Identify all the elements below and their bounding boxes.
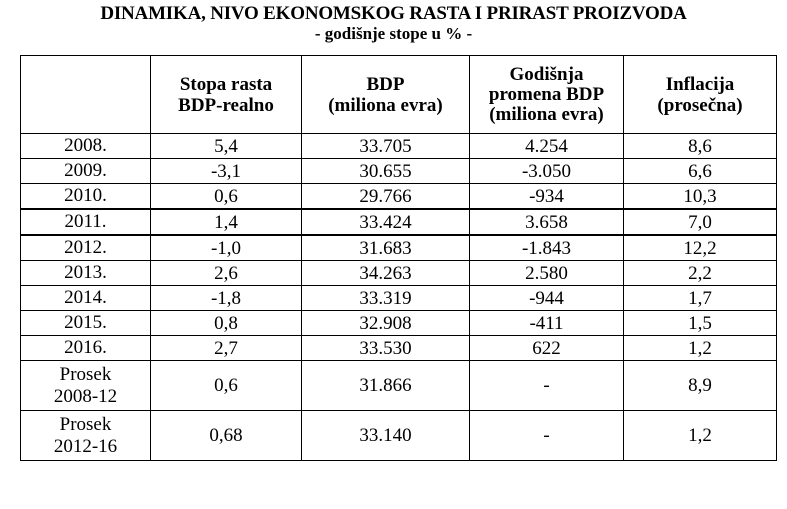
table-row — [21, 336, 777, 361]
cell-inflacija: 7,0 — [624, 209, 777, 235]
cell-promena: 3.658 — [470, 209, 624, 235]
cell-promena: 2.580 — [470, 261, 624, 286]
cell-stopa: 0,6 — [151, 184, 302, 210]
cell-bdp: 33.140 — [302, 411, 470, 461]
cell-promena: - — [470, 411, 624, 461]
cell-stopa: 0,68 — [151, 411, 302, 461]
row-label: 2015. — [21, 311, 151, 336]
cell-promena: 622 — [470, 336, 624, 361]
cell-stopa: -1,8 — [151, 286, 302, 311]
cell-bdp: 31.683 — [302, 235, 470, 261]
cell-stopa: 1,4 — [151, 209, 302, 235]
cell-promena: 4.254 — [470, 134, 624, 159]
cell-promena: -411 — [470, 311, 624, 336]
cell-inflacija: 8,9 — [624, 361, 777, 411]
cell-stopa: 2,6 — [151, 261, 302, 286]
cell-stopa: -3,1 — [151, 159, 302, 184]
table-header-row — [21, 56, 777, 134]
row-label: 2014. — [21, 286, 151, 311]
cell-inflacija: 8,6 — [624, 134, 777, 159]
report-title: DINAMIKA, NIVO EKONOMSKOG RASTA I PRIRAST PROIZVODA — [100, 3, 687, 24]
gdp-table — [20, 55, 777, 461]
table-row — [21, 184, 777, 210]
table-row — [21, 159, 777, 184]
cell-inflacija: 10,3 — [624, 184, 777, 210]
cell-promena: -934 — [470, 184, 624, 210]
table-row-average — [21, 361, 777, 411]
cell-stopa: -1,0 — [151, 235, 302, 261]
cell-bdp: 31.866 — [302, 361, 470, 411]
row-label: Prosek 2012-16 — [21, 411, 151, 461]
header-stopa-rasta: Stopa rasta BDP-realno — [151, 56, 302, 134]
cell-inflacija: 1,2 — [624, 336, 777, 361]
cell-promena: -1.843 — [470, 235, 624, 261]
cell-bdp: 29.766 — [302, 184, 470, 210]
cell-promena: -944 — [470, 286, 624, 311]
header-inflacija: Inflacija (prosečna) — [624, 56, 777, 134]
row-label: 2012. — [21, 235, 151, 261]
cell-stopa: 2,7 — [151, 336, 302, 361]
cell-bdp: 33.424 — [302, 209, 470, 235]
cell-stopa: 0,8 — [151, 311, 302, 336]
cell-bdp: 34.263 — [302, 261, 470, 286]
header-empty-cell — [21, 56, 151, 134]
table-row — [21, 209, 777, 235]
cell-inflacija: 6,6 — [624, 159, 777, 184]
table-row — [21, 235, 777, 261]
row-label: 2013. — [21, 261, 151, 286]
cell-bdp: 32.908 — [302, 311, 470, 336]
table-row — [21, 261, 777, 286]
cell-promena: - — [470, 361, 624, 411]
cell-bdp: 33.705 — [302, 134, 470, 159]
row-label: 2009. — [21, 159, 151, 184]
cell-inflacija: 1,7 — [624, 286, 777, 311]
cell-inflacija: 1,5 — [624, 311, 777, 336]
row-label: 2008. — [21, 134, 151, 159]
table-row-average — [21, 411, 777, 461]
row-label: 2010. — [21, 184, 151, 210]
header-godisnja-promena: Godišnja promena BDP (miliona evra) — [470, 56, 624, 134]
header-bdp: BDP (miliona evra) — [302, 56, 470, 134]
cell-bdp: 33.319 — [302, 286, 470, 311]
table-row — [21, 311, 777, 336]
cell-inflacija: 12,2 — [624, 235, 777, 261]
row-label: 2016. — [21, 336, 151, 361]
cell-stopa: 5,4 — [151, 134, 302, 159]
cell-promena: -3.050 — [470, 159, 624, 184]
cell-inflacija: 2,2 — [624, 261, 777, 286]
cell-bdp: 33.530 — [302, 336, 470, 361]
row-label: 2011. — [21, 209, 151, 235]
table-row — [21, 134, 777, 159]
cell-stopa: 0,6 — [151, 361, 302, 411]
table-row — [21, 286, 777, 311]
row-label: Prosek 2008-12 — [21, 361, 151, 411]
report-subtitle: - godišnje stope u % - — [314, 24, 473, 43]
cell-inflacija: 1,2 — [624, 411, 777, 461]
cell-bdp: 30.655 — [302, 159, 470, 184]
